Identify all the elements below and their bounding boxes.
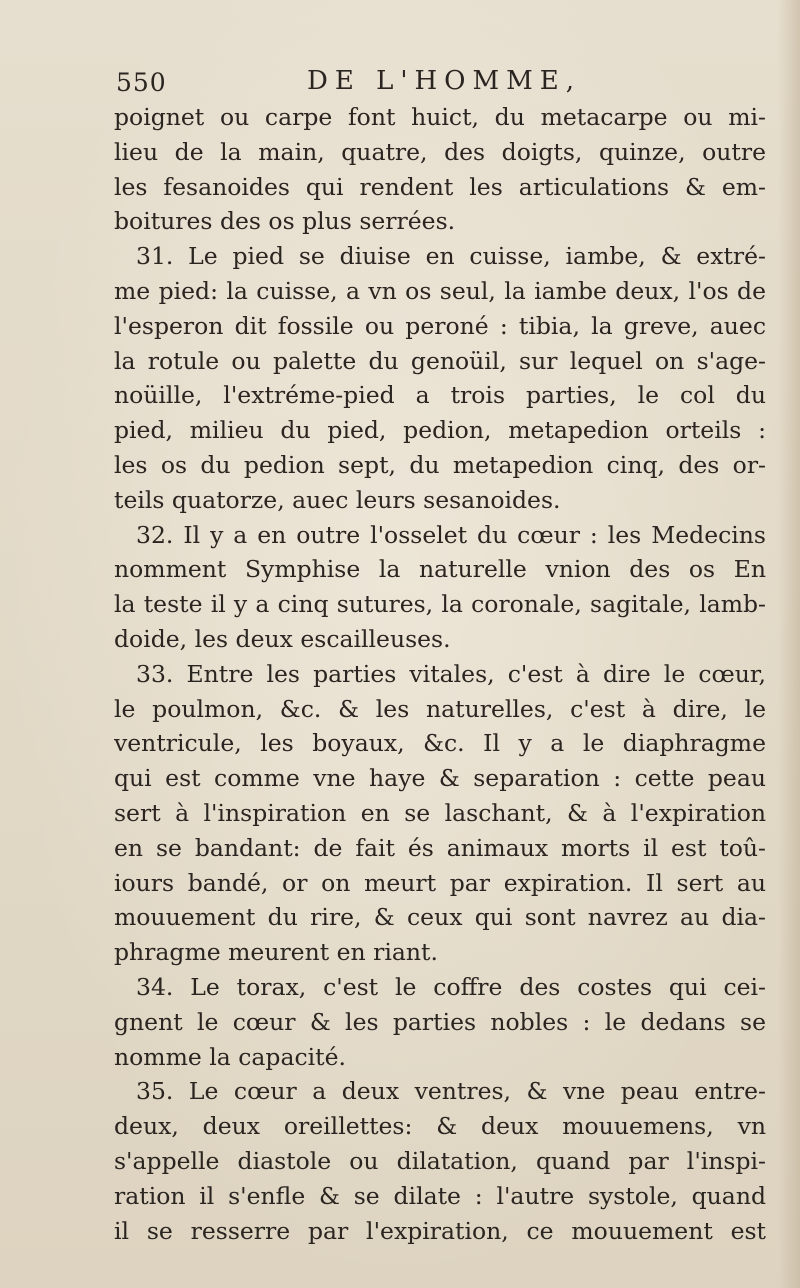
text-line: gnent le cœur & les parties nobles : le dedans se [114,1007,766,1036]
text-line: 34. Le torax, c'est le coffre des costes qui cei- [136,972,766,1001]
text-line: me pied: la cuisse, a vn os seul, la iambe deux, l'os de [114,276,766,305]
text-line: deux, deux oreillettes: & deux mouuemens, vn [114,1112,766,1141]
text-line: lieu de la main, quatre, des doigts, quinze, outre [114,137,766,166]
text-line: l'esperon dit fossile ou peroné : tibia, la greve, auec [114,311,766,340]
text-line: 35. Le cœur a deux ventres, & vne peau entre- [136,1077,766,1106]
text-line: il se resserre par l'expiration, ce mouuement est [114,1216,766,1245]
text-line: doide, les deux escailleuses. [114,624,451,653]
text-line: 31. Le pied se diuise en cuisse, iambe, & extré- [136,242,766,271]
text-line: noüille, l'extréme-pied a trois parties, le col du [114,381,766,410]
text-line: sert à l'inspiration en se laschant, & à l'expiration [114,798,766,827]
text-line: iours bandé, or on meurt par expiration. Il sert au [114,868,766,897]
text-line: la teste il y a cinq sutures, la coronale, sagitale, lamb- [114,590,766,619]
text-line: qui est comme vne haye & separation : cette peau [114,764,766,793]
text-line: nomment Symphise la naturelle vnion des os En [114,555,766,584]
text-line: poignet ou carpe font huict, du metacarpe ou mi- [114,103,766,131]
page-number: 550 [116,68,167,97]
text-line: 33. Entre les parties vitales, c'est à dire le cœur, [136,659,766,688]
text-line: le poulmon, &c. & les naturelles, c'est à dire, le [114,694,766,723]
body-text [114,100,766,1248]
text-line: teils quatorze, auec leurs sesanoides. [114,485,561,514]
text-line: nomme la capacité. [114,1042,346,1071]
page-edge-shadow [778,0,800,1288]
text-line: ration il s'enfle & se dilate : l'autre systole, quand [114,1181,766,1210]
text-line: en se bandant: de fait és animaux morts il est toû- [114,833,766,862]
text-line: les os du pedion sept, du metapedion cinq, des or- [114,450,766,479]
text-line: boitures des os plus serrées. [114,207,456,236]
running-head: DE L'HOMME, [307,66,581,96]
text-line: s'appelle diastole ou dilatation, quand par l'inspi- [114,1146,766,1175]
text-line: les fesanoides qui rendent les articulations & em- [114,172,766,201]
text-line: la rotule ou palette du genoüil, sur lequel on s'age- [114,346,766,375]
text-line: pied, milieu du pied, pedion, metapedion orteils : [114,416,766,445]
text-line: mouuement du rire, & ceux qui sont navrez au dia- [114,903,766,932]
text-line: ventricule, les boyaux, &c. Il y a le diaphragme [114,729,766,758]
text-line: phragme meurent en riant. [114,938,438,967]
text-line: 32. Il y a en outre l'osselet du cœur : les Medecins [136,520,766,549]
